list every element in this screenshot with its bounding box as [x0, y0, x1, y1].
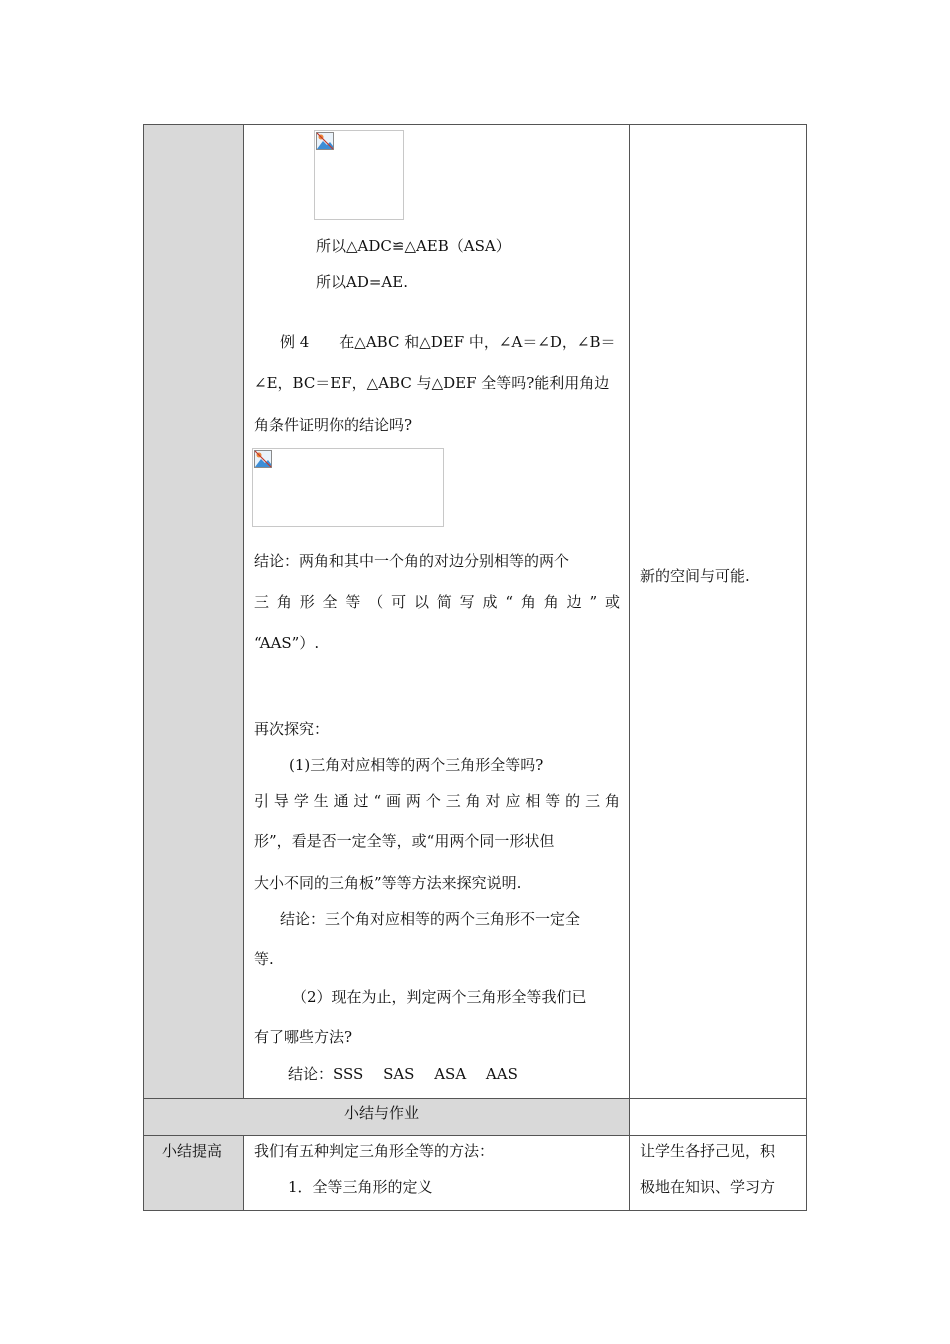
notes-text: 新的空间与可能.: [640, 567, 750, 585]
conclusion-line-3: “AAS”）.: [254, 634, 320, 652]
notes-cell: [629, 124, 807, 1099]
conclusion-line-1: 结论：两角和其中一个角的对边分别相等的两个: [254, 552, 570, 570]
figure-image-1: [314, 130, 404, 220]
question-1: (1)三角对应相等的两个三角形全等吗?: [289, 756, 544, 774]
figure-image-2: [252, 448, 444, 527]
example4-line-2: ∠E，BC＝EF，△ABC 与△DEF 全等吗?能利用角边: [254, 374, 610, 392]
section-right-cell: [629, 1098, 807, 1136]
summary-notes-line-2: 极地在知识、学习方: [640, 1178, 776, 1196]
example4-line-1: 例 4 在△ABC 和△DEF 中，∠A＝∠D，∠B＝: [280, 333, 616, 351]
summary-line-2: 1．全等三角形的定义: [288, 1178, 433, 1196]
guide-line-1: 引导学生通过“画两个三角对应相等的三角: [254, 792, 620, 810]
broken-image-icon: [316, 132, 334, 150]
content-cell: [243, 124, 630, 1099]
summary-label: 小结提高: [162, 1142, 223, 1160]
proof-line-2: 所以AD=AE.: [316, 273, 408, 291]
summary-line-1: 我们有五种判定三角形全等的方法：: [254, 1142, 495, 1160]
section-title: 小结与作业: [344, 1104, 420, 1122]
question-2-line-1: （2）现在为止，判定两个三角形全等我们已: [292, 988, 587, 1006]
question-2-line-2: 有了哪些方法?: [254, 1028, 353, 1046]
summary-content-cell: [243, 1135, 630, 1211]
summary-notes-cell: [629, 1135, 807, 1211]
guide-line-2: 形”，看是否一定全等，或“用两个同一形状但: [254, 832, 555, 850]
conclusion-line-2: 三角形全等（可以简写成“角角边”或: [254, 593, 620, 611]
explore-title: 再次探究：: [254, 720, 330, 738]
conclusion2-line-1: 结论：三个角对应相等的两个三角形不一定全: [280, 910, 581, 928]
broken-image-icon: [254, 450, 272, 468]
proof-line-1: 所以△ADC≌△AEB（ASA）: [316, 237, 511, 255]
conclusion2-line-2: 等.: [254, 950, 274, 968]
summary-notes-line-1: 让学生各抒己见，积: [640, 1142, 776, 1160]
section-header-cell: [143, 1098, 630, 1136]
lesson-table: [143, 124, 807, 1211]
guide-line-3: 大小不同的三角板”等等方法来探究说明.: [254, 874, 522, 892]
summary-label-cell: [143, 1135, 244, 1211]
example4-line-3: 角条件证明你的结论吗?: [254, 416, 413, 434]
conclusion3: 结论：SSS SAS ASA AAS: [288, 1065, 518, 1083]
left-label-cell: [143, 124, 244, 1099]
